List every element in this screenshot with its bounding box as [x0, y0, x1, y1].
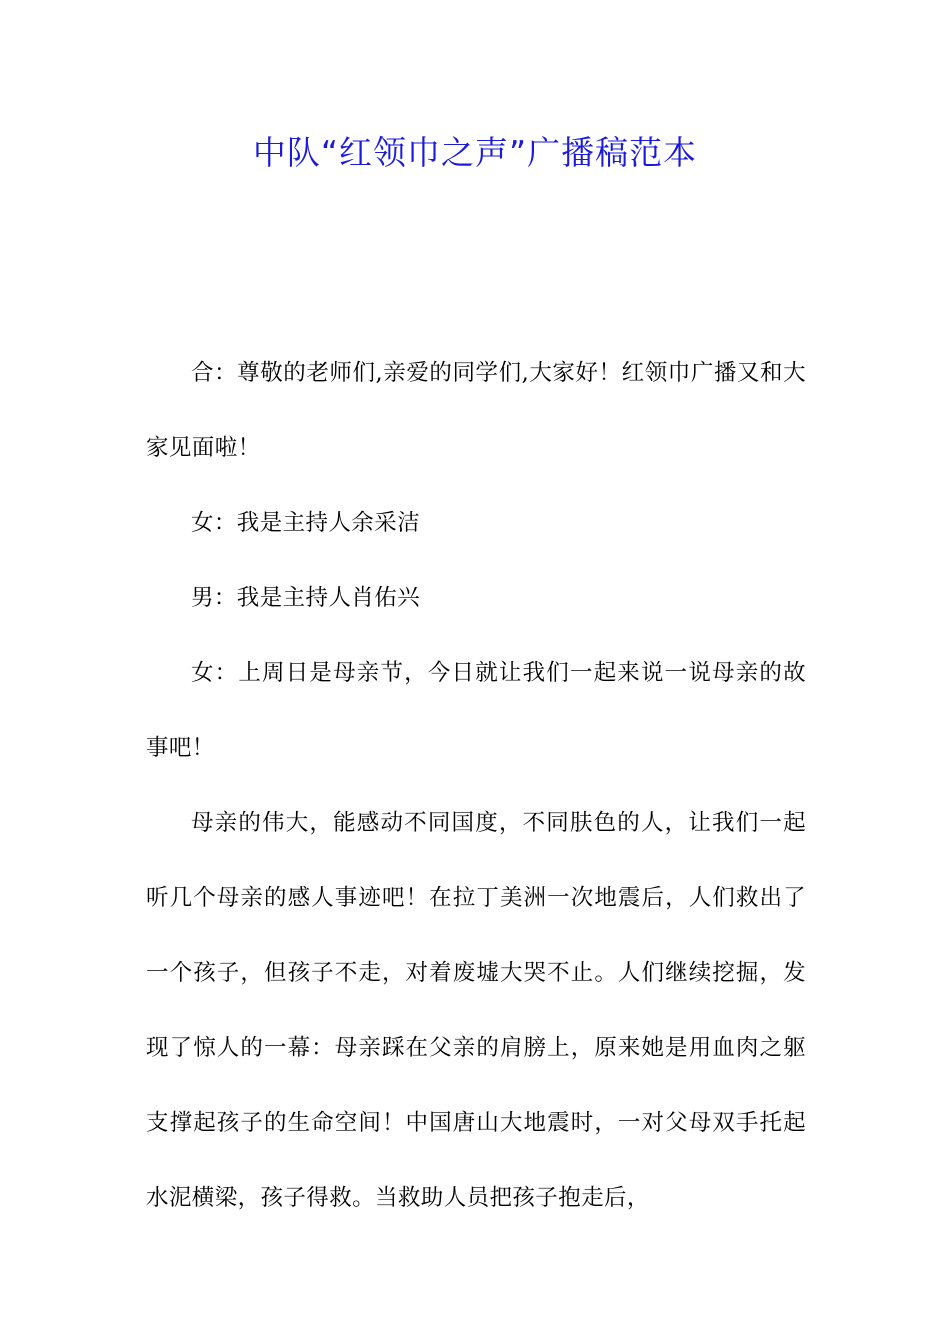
- paragraph-mothers-day: 女：上周日是母亲节，今日就让我们一起来说一说母亲的故事吧！: [146, 660, 806, 761]
- paragraph-mother-stories: 母亲的伟大，能感动不同国度，不同肤色的人，让我们一起听几个母亲的感人事迹吧！在拉丁美洲一次地震后，人们救出了一个孩子，但孩子不走，对着废墟大哭不止。人们继续挖掘，发现了惊人的一幕：母亲踩在父亲的肩膀上，原来她是用血肉之躯支撑起孩子的生命空间！中国唐山大地震时，一对父母双手托起水泥横梁，孩子得救。当救助人员把孩子抱走后，: [146, 810, 806, 1211]
- paragraph-greeting: 合：尊敬的老师们,亲爱的同学们,大家好！红领巾广播又和大家见面啦！: [146, 360, 806, 461]
- document-title: 中队“红领巾之声”广播稿范本: [252, 133, 698, 172]
- document-body: [146, 336, 806, 1236]
- paragraph-female-host: 女：我是主持人余采洁: [191, 510, 421, 536]
- paragraph-male-host: 男：我是主持人肖佑兴: [191, 585, 421, 611]
